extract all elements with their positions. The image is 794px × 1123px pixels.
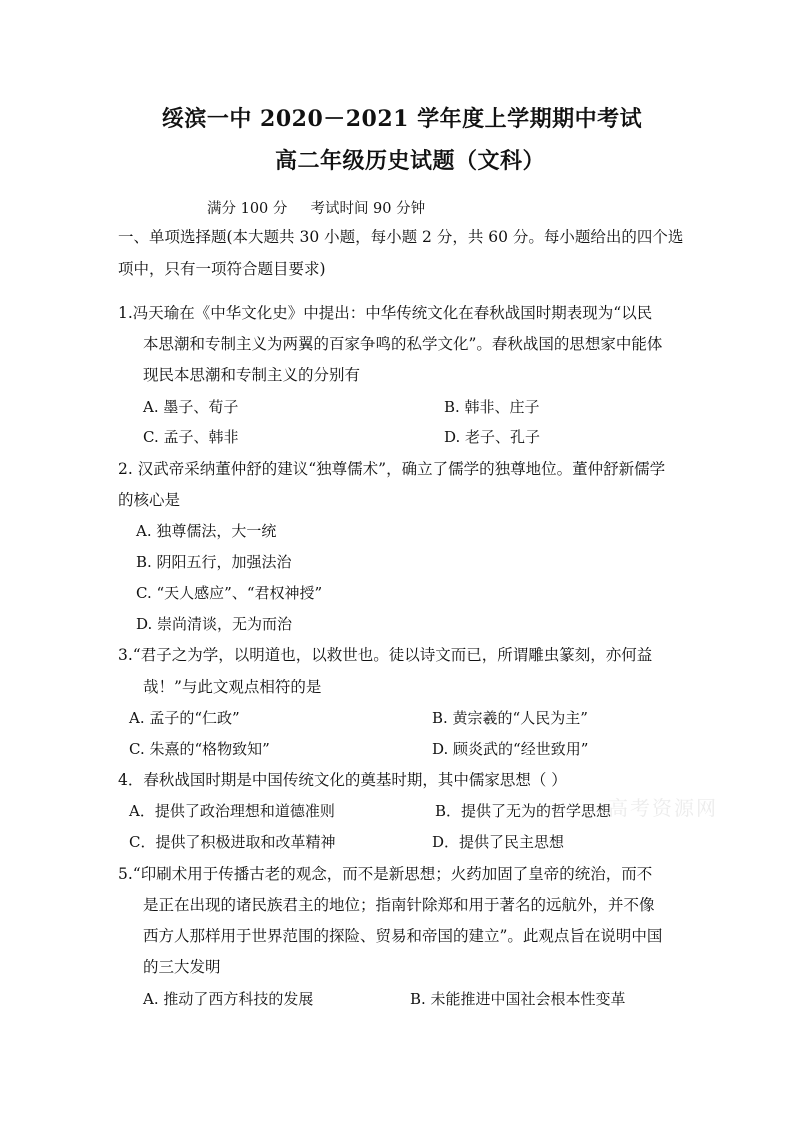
question-2-line-1: 2. 汉武帝采纳董仲舒的建议“独尊儒术”，确立了儒学的独尊地位。董仲舒新儒学: [118, 460, 666, 478]
question-5-line-4: 的三大发明: [143, 958, 221, 976]
exam-subtitle: 高二年级历史试题（文科）: [274, 148, 545, 174]
question-4-option-c[interactable]: C．提供了积极进取和改革精神: [129, 833, 336, 851]
question-5-line-2: 是正在出现的诸民族君主的地位；指南针除郑和用于著名的远航外，并不像: [143, 896, 655, 914]
question-3-option-c[interactable]: C. 朱熹的“格物致知”: [129, 740, 270, 758]
question-5-option-b[interactable]: B. 未能推进中国社会根本性变革: [410, 990, 626, 1008]
question-1-line-3: 现民本思潮和专制主义的分别有: [143, 366, 361, 384]
question-1-option-c[interactable]: C. 孟子、韩非: [143, 428, 239, 446]
question-2-option-b[interactable]: B. 阴阳五行，加强法治: [136, 553, 292, 571]
question-2-option-c[interactable]: C. “天人感应”、“君权神授”: [136, 584, 323, 602]
question-5-option-a[interactable]: A. 推动了西方科技的发展: [143, 990, 314, 1008]
question-4-option-d[interactable]: D．提供了民主思想: [432, 833, 565, 851]
question-5-line-1: 5.“印刷术用于传播古老的观念，而不是新思想；火药加固了皇帝的统治，而不: [118, 865, 653, 883]
question-1-option-d[interactable]: D. 老子、孔子: [444, 428, 541, 446]
question-1-option-a[interactable]: A. 墨子、荀子: [143, 398, 239, 416]
question-3-option-d[interactable]: D. 顾炎武的“经世致用”: [432, 740, 589, 758]
question-2-option-d[interactable]: D. 崇尚清谈，无为而治: [136, 615, 293, 633]
question-1-line-2: 本思潮和专制主义为两翼的百家争鸣的私学文化”。春秋战国的思想家中能体: [143, 335, 663, 353]
question-1-option-b[interactable]: B. 韩非、庄子: [444, 398, 540, 416]
question-4-option-a[interactable]: A．提供了政治理想和道德准则: [129, 802, 335, 820]
question-3-option-b[interactable]: B. 黄宗羲的“人民为主”: [432, 709, 588, 727]
question-1-line-1: 1.冯天瑜在《中华文化史》中提出：中华传统文化在春秋战国时期表现为“以民: [118, 304, 653, 322]
question-3-line-1: 3.“君子之为学，以明道也，以救世也。徒以诗文而已，所谓雕虫篆刻，亦何益: [118, 646, 653, 664]
watermark: 高考资源网: [608, 796, 718, 820]
question-2-option-a[interactable]: A. 独尊儒法，大一统: [136, 522, 277, 540]
question-2-line-2: 的核心是: [118, 491, 181, 509]
question-5-line-3: 西方人那样用于世界范围的探险、贸易和帝国的建立”。此观点旨在说明中国: [143, 927, 663, 945]
question-4-option-b[interactable]: B．提供了无为的哲学思想: [435, 802, 612, 820]
exam-title: 绥滨一中 2020－2021 学年度上学期期中考试: [161, 106, 643, 132]
question-4-line-1: 4．春秋战国时期是中国传统文化的奠基时期，其中儒家思想（ ）: [118, 771, 567, 789]
exam-meta: 满分 100 分 考试时间 90 分钟: [207, 201, 426, 217]
section-heading: 一、单项选择题(本大题共 30 小题，每小题 2 分，共 60 分。每小题给出的四个选: [118, 228, 684, 246]
question-3-line-2: 哉！”与此文观点相符的是: [143, 678, 322, 696]
section-heading-cont: 项中，只有一项符合题目要求): [118, 260, 326, 278]
question-3-option-a[interactable]: A. 孟子的“仁政”: [129, 709, 240, 727]
